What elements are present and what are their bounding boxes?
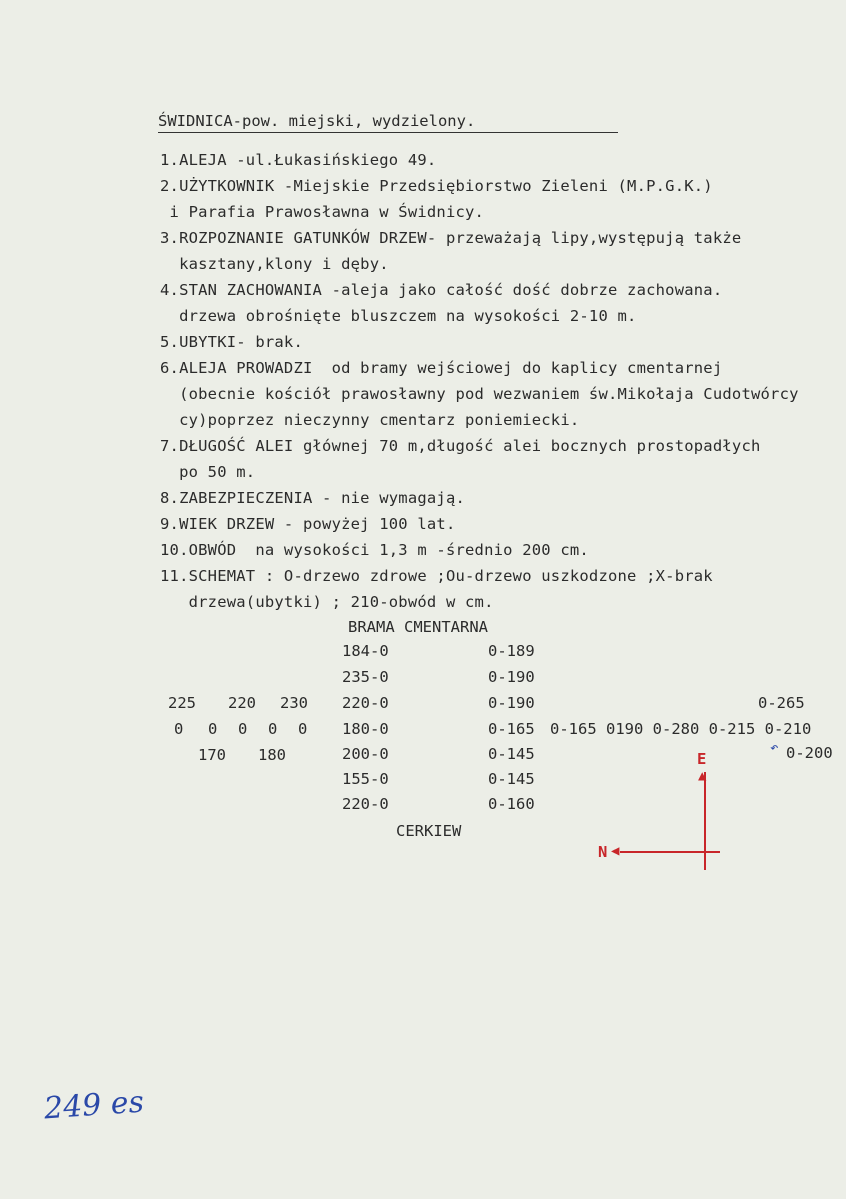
compass-horizontal-line [620, 851, 720, 853]
side-top-value: 220 [228, 694, 256, 712]
item-line: 3.ROZPOZNANIE GATUNKÓW DRZEW- przeważają lipy,występują także [160, 229, 742, 247]
branch-row: 0-165 0190 0-280 0-215 0-210 [550, 720, 812, 738]
side-top-value: 230 [280, 694, 308, 712]
schema-left-cell: 235-0 [342, 668, 389, 686]
item-line: cy)poprzez nieczynny cmentarz poniemiecki. [160, 411, 580, 429]
compass-vertical-line [704, 772, 706, 870]
side-tree-mark: 0 [298, 720, 308, 738]
schema-left-cell: 184-0 [342, 642, 389, 660]
item-line: drzewa(ubytki) ; 210-obwód w cm. [160, 593, 494, 611]
curl-arrow-icon: ↶ [770, 740, 779, 756]
schema-right-cell: 0-145 [488, 770, 535, 788]
compass-north-label: N [598, 843, 608, 861]
schema-right-cell: 0-165 [488, 720, 535, 738]
compass-east-label: E [697, 750, 707, 768]
branch-top-value: 0-265 [758, 694, 805, 712]
item-line: 8.ZABEZPIECZENIA - nie wymagają. [160, 489, 466, 507]
schema-left-cell: 155-0 [342, 770, 389, 788]
item-line: 9.WIEK DRZEW - powyżej 100 lat. [160, 515, 456, 533]
item-line: po 50 m. [160, 463, 256, 481]
side-tree-mark: 0 [238, 720, 248, 738]
schema-left-cell: 220-0 [342, 795, 389, 813]
item-line: 7.DŁUGOŚĆ ALEI głównej 70 m,długość alei bocznych prostopadłych [160, 437, 761, 455]
schema-right-cell: 0-189 [488, 642, 535, 660]
arrow-up-icon: ▲ [698, 768, 707, 784]
item-line: 11.SCHEMAT : O-drzewo zdrowe ;Ou-drzewo uszkodzone ;X-brak [160, 567, 713, 585]
item-line: 4.STAN ZACHOWANIA -aleja jako całość dość dobrze zachowana. [160, 281, 723, 299]
item-line: 6.ALEJA PROWADZI od bramy wejściowej do kaplicy cmentarnej [160, 359, 723, 377]
schema-top-label: BRAMA CMENTARNA [348, 618, 488, 636]
side-tree-mark: 0 [208, 720, 218, 738]
schema-bottom-label: CERKIEW [396, 822, 462, 840]
schema-left-cell: 220-0 [342, 694, 389, 712]
item-line: drzewa obrośnięte bluszczem na wysokości 2-10 m. [160, 307, 637, 325]
side-bottom-value: 170 [198, 746, 226, 764]
item-line: 5.UBYTKI- brak. [160, 333, 303, 351]
schema-left-cell: 180-0 [342, 720, 389, 738]
page-title: ŚWIDNICA-pow. miejski, wydzielony. [158, 112, 476, 130]
title-underline [158, 132, 618, 133]
branch-bottom-value: 0-200 [786, 744, 833, 762]
item-line: 10.OBWÓD na wysokości 1,3 m -średnio 200 cm. [160, 541, 589, 559]
schema-right-cell: 0-190 [488, 694, 535, 712]
schema-right-cell: 0-160 [488, 795, 535, 813]
item-line: i Parafia Prawosławna w Świdnicy. [160, 203, 485, 221]
item-line: 2.UŻYTKOWNIK -Miejskie Przedsiębiorstwo Zieleni (M.P.G.K.) [160, 177, 713, 195]
arrow-left-icon: ◀ [611, 843, 620, 859]
schema-right-cell: 0-145 [488, 745, 535, 763]
item-line: 1.ALEJA -ul.Łukasińskiego 49. [160, 151, 437, 169]
handwritten-note: 249 es [42, 1084, 146, 1127]
item-line: kasztany,klony i dęby. [160, 255, 389, 273]
side-tree-mark: 0 [174, 720, 184, 738]
item-line: (obecnie kościół prawosławny pod wezwaniem św.Mikołaja Cudotwórcy [160, 385, 799, 403]
side-bottom-value: 180 [258, 746, 286, 764]
schema-left-cell: 200-0 [342, 745, 389, 763]
schema-right-cell: 0-190 [488, 668, 535, 686]
side-top-value: 225 [168, 694, 196, 712]
side-tree-mark: 0 [268, 720, 278, 738]
